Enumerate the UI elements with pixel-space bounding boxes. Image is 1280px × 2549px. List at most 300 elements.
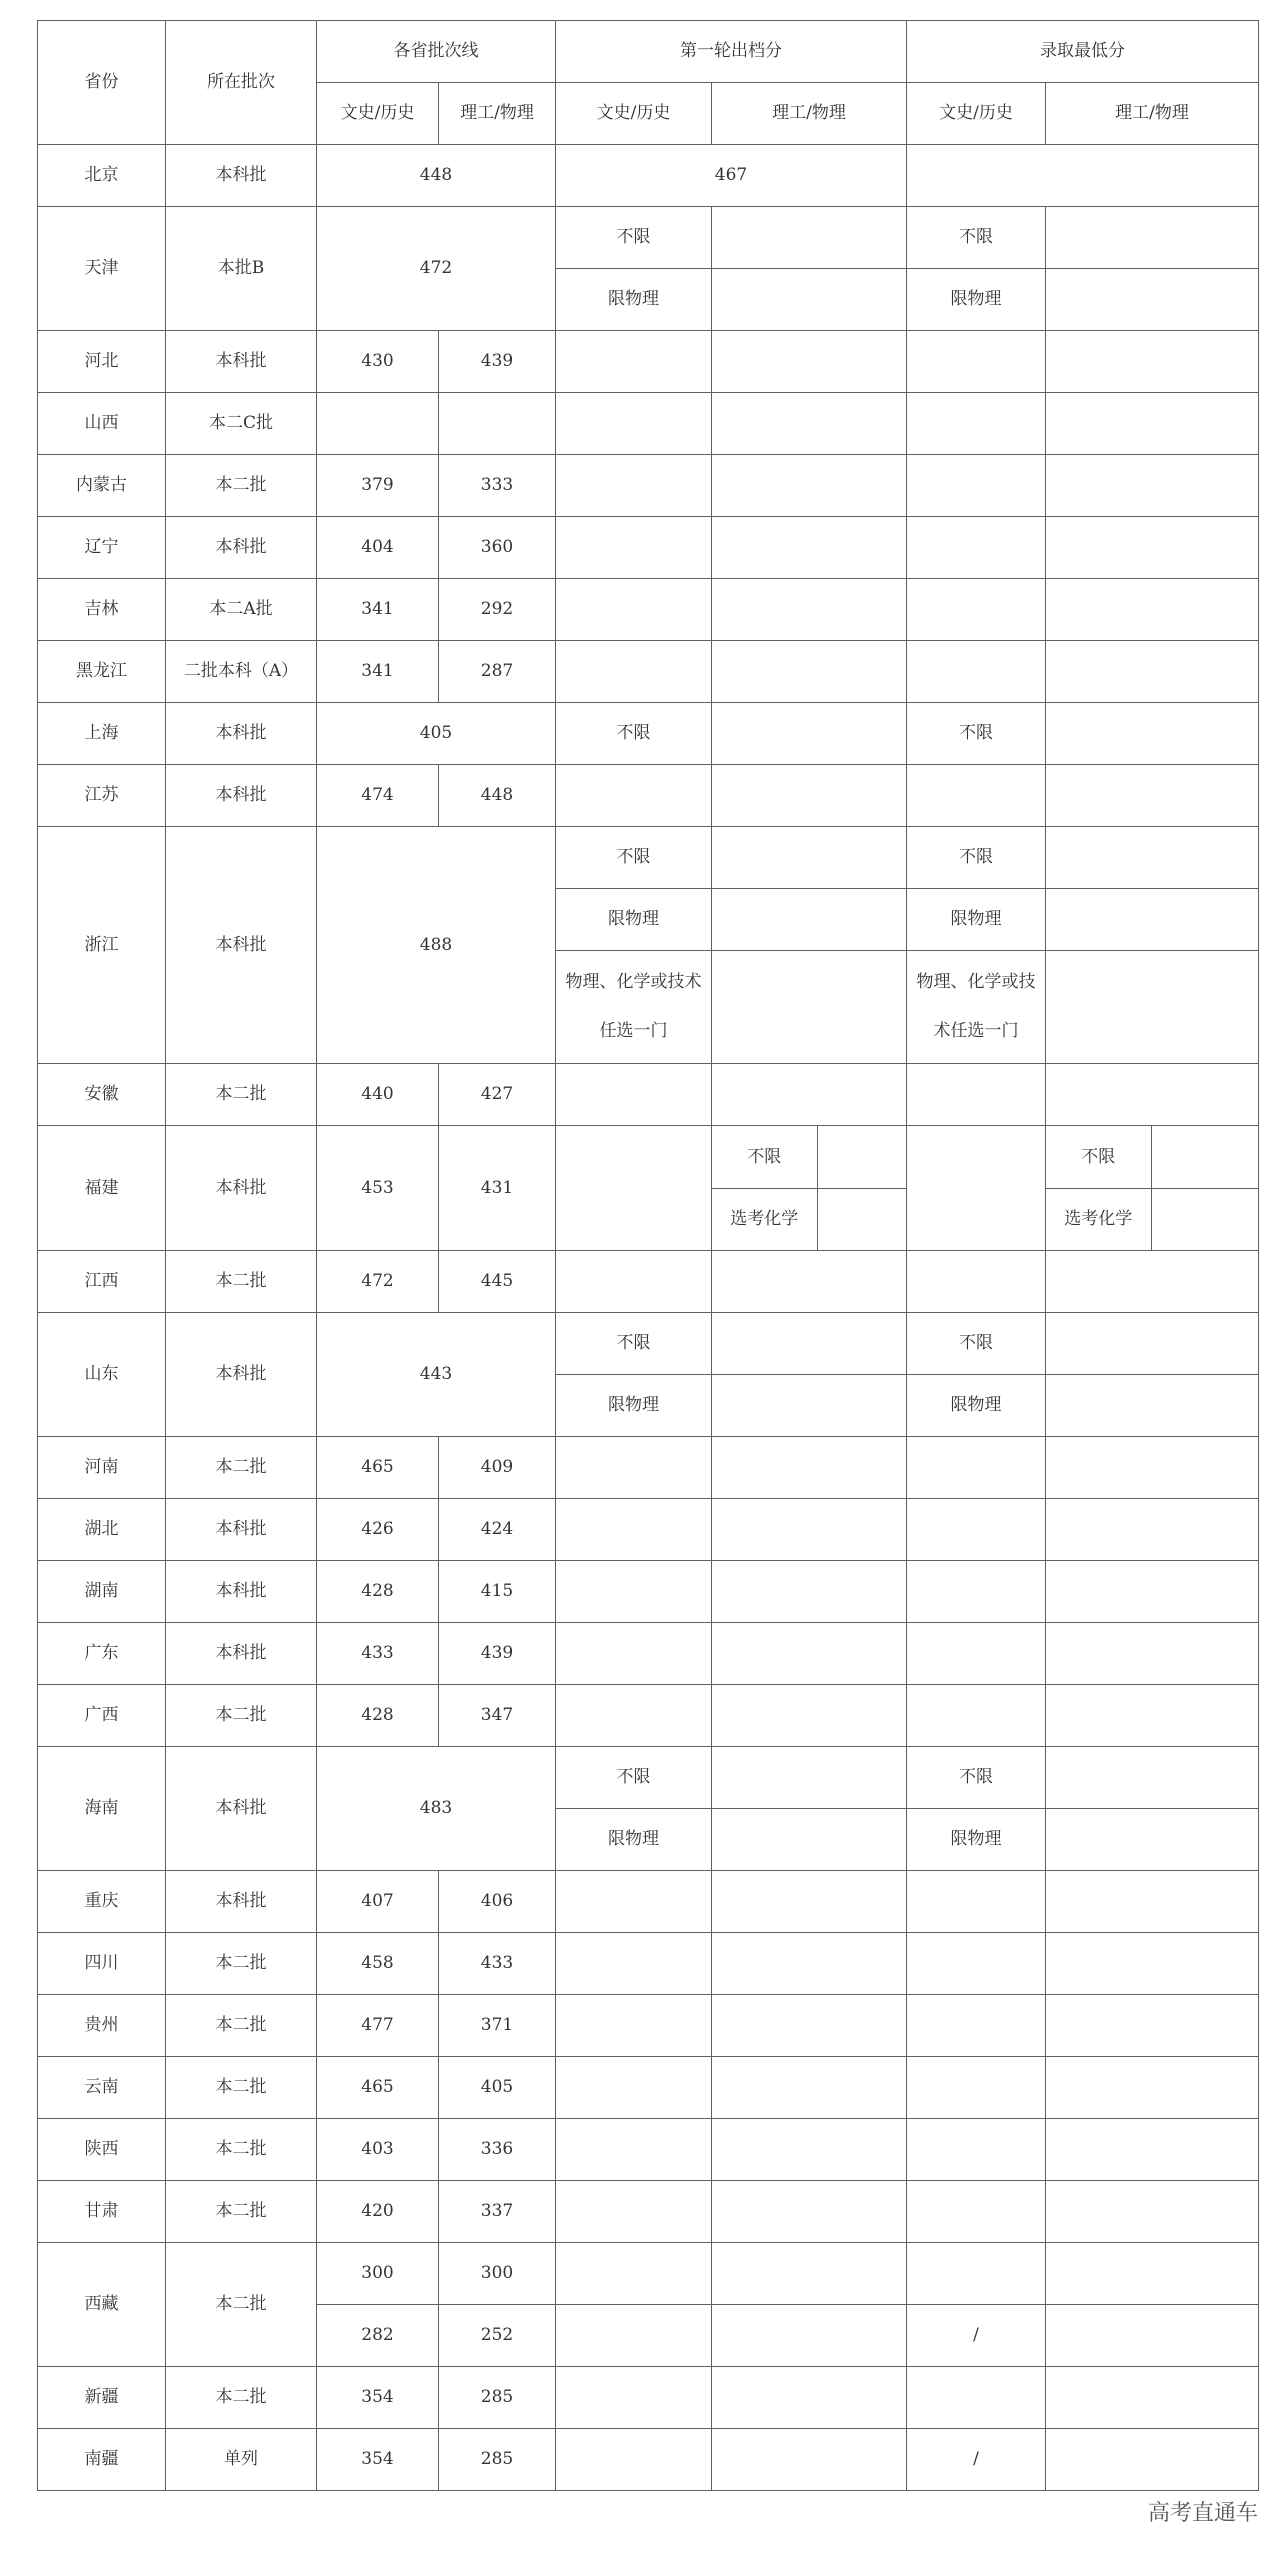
header-province: 省份 — [38, 21, 166, 145]
first-arts-cell — [556, 1685, 712, 1747]
batch-cell: 本二批 — [166, 1995, 317, 2057]
table-row — [38, 2057, 1259, 2119]
min-arts-cell: 不限 — [907, 1747, 1046, 1809]
table-row — [38, 331, 1259, 393]
province-cell: 西藏 — [38, 2243, 166, 2367]
min-science-cell — [1046, 1871, 1259, 1933]
min-arts-cell: 不限 — [907, 703, 1046, 765]
line-science-cell: 433 — [439, 1933, 556, 1995]
min-science-cell — [1046, 269, 1259, 331]
line-science-cell: 300 — [439, 2243, 556, 2305]
subject-subtable — [1046, 1126, 1258, 1250]
min-science-cell — [1046, 393, 1259, 455]
batch-cell: 本批B — [166, 207, 317, 331]
table-row — [38, 1995, 1259, 2057]
subheader-line-arts: 文史/历史 — [317, 83, 439, 145]
province-cell: 江西 — [38, 1251, 166, 1313]
min-science-cell — [1046, 2429, 1259, 2491]
batch-cell: 本二批 — [166, 1437, 317, 1499]
table-row — [38, 1747, 1259, 1809]
province-cell: 陕西 — [38, 2119, 166, 2181]
line-arts-cell: 403 — [317, 2119, 439, 2181]
table-row — [38, 1126, 1259, 1251]
batch-cell: 本二批 — [166, 1933, 317, 1995]
first-science-cell — [712, 1064, 907, 1126]
min-science-cell — [1046, 889, 1259, 951]
line-arts-cell: 354 — [317, 2429, 439, 2491]
batch-cell: 本科批 — [166, 1126, 317, 1251]
first-science-cell — [712, 2429, 907, 2491]
subject-cell: 选考化学 — [712, 1188, 817, 1250]
province-cell: 湖南 — [38, 1561, 166, 1623]
min-arts-cell — [907, 455, 1046, 517]
first-arts-cell — [556, 1499, 712, 1561]
first-arts-cell — [556, 2367, 712, 2429]
province-cell: 甘肃 — [38, 2181, 166, 2243]
line-arts-cell: 420 — [317, 2181, 439, 2243]
province-cell: 上海 — [38, 703, 166, 765]
line-science-cell: 427 — [439, 1064, 556, 1126]
batch-cell: 本二批 — [166, 1064, 317, 1126]
subject-note-line1: 物理、化学或技术 — [565, 972, 702, 992]
min-arts-cell — [907, 1623, 1046, 1685]
min-arts-cell — [907, 1251, 1046, 1313]
first-science-cell — [712, 641, 907, 703]
first-science-cell — [712, 2181, 907, 2243]
batch-cell: 本科批 — [166, 1871, 317, 1933]
first-science-cell — [712, 1685, 907, 1747]
province-cell: 湖北 — [38, 1499, 166, 1561]
first-arts-cell — [556, 579, 712, 641]
min-arts-cell: 限物理 — [907, 889, 1046, 951]
first-science-cell — [712, 1995, 907, 2057]
line-cell: 483 — [317, 1747, 556, 1871]
subject-note-line2: 术任选一门 — [933, 1021, 1019, 1041]
min-science-cell — [1046, 2119, 1259, 2181]
admission-score-table — [37, 20, 1259, 2491]
batch-cell: 本二C批 — [166, 393, 317, 455]
table-row — [38, 2243, 1259, 2305]
province-cell: 贵州 — [38, 1995, 166, 2057]
min-science-cell — [1046, 207, 1259, 269]
first-arts-cell — [556, 331, 712, 393]
table-row — [38, 1499, 1259, 1561]
min-arts-cell — [907, 1995, 1046, 2057]
first-arts-cell — [556, 1871, 712, 1933]
line-arts-cell — [317, 393, 439, 455]
min-science-cell — [1046, 455, 1259, 517]
province-cell: 安徽 — [38, 1064, 166, 1126]
batch-cell: 本科批 — [166, 1561, 317, 1623]
first-arts-cell — [556, 2181, 712, 2243]
province-cell: 四川 — [38, 1933, 166, 1995]
province-cell: 江苏 — [38, 765, 166, 827]
first-arts-cell: 限物理 — [556, 889, 712, 951]
first-science-cell — [712, 1561, 907, 1623]
min-arts-cell — [907, 1437, 1046, 1499]
line-arts-cell: 474 — [317, 765, 439, 827]
table-row — [38, 455, 1259, 517]
province-cell: 广东 — [38, 1623, 166, 1685]
min-arts-cell — [907, 765, 1046, 827]
min-science-cell — [1046, 827, 1259, 889]
min-arts-cell: 不限 — [907, 827, 1046, 889]
line-science-cell: 439 — [439, 331, 556, 393]
table-row — [38, 579, 1259, 641]
min-arts-cell — [907, 331, 1046, 393]
province-cell: 浙江 — [38, 827, 166, 1064]
watermark-text: 高考直通车 — [1147, 2501, 1258, 2526]
batch-cell: 本科批 — [166, 517, 317, 579]
min-arts-cell — [907, 951, 1046, 1064]
subject-cell: 选考化学 — [1046, 1188, 1151, 1250]
min-science-cell — [1046, 2305, 1259, 2367]
first-arts-cell: 限物理 — [556, 1375, 712, 1437]
min-science-cell — [1046, 1933, 1259, 1995]
min-science-cell — [1046, 1499, 1259, 1561]
subheader-first-arts: 文史/历史 — [556, 83, 712, 145]
min-science-cell — [1046, 579, 1259, 641]
line-arts-cell: 428 — [317, 1685, 439, 1747]
min-arts-cell — [907, 2119, 1046, 2181]
first-science-cell — [712, 765, 907, 827]
min-arts-cell — [907, 2057, 1046, 2119]
line-science-cell: 337 — [439, 2181, 556, 2243]
first-arts-cell: 不限 — [556, 1747, 712, 1809]
line-cell: 405 — [317, 703, 556, 765]
subject-subtable — [712, 1126, 906, 1250]
subheader-line-science: 理工/物理 — [439, 83, 556, 145]
min-arts-cell — [907, 1933, 1046, 1995]
header-batch: 所在批次 — [166, 21, 317, 145]
line-science-cell: 371 — [439, 1995, 556, 2057]
table-row — [38, 703, 1259, 765]
subheader-min-science: 理工/物理 — [1046, 83, 1259, 145]
province-cell: 北京 — [38, 145, 166, 207]
line-science-cell: 360 — [439, 517, 556, 579]
table-row — [38, 517, 1259, 579]
first-arts-cell: 不限 — [556, 1313, 712, 1375]
line-arts-cell: 430 — [317, 331, 439, 393]
table-row — [38, 1064, 1259, 1126]
batch-cell: 本二批 — [166, 2243, 317, 2367]
min-arts-cell — [907, 1499, 1046, 1561]
subject-cell: 不限 — [712, 1126, 817, 1188]
min-science-cell — [1046, 1809, 1259, 1871]
first-science-cell — [712, 331, 907, 393]
first-arts-cell — [556, 517, 712, 579]
line-science-cell — [439, 393, 556, 455]
min-science-cell — [1046, 1313, 1259, 1375]
first-science-cell — [712, 703, 907, 765]
line-arts-cell: 465 — [317, 1437, 439, 1499]
min-arts-cell: 不限 — [907, 1313, 1046, 1375]
first-science-cell — [712, 2305, 907, 2367]
first-science-cell — [712, 827, 907, 889]
min-arts-cell — [907, 2181, 1046, 2243]
min-arts-cell — [907, 1064, 1046, 1126]
province-cell: 河北 — [38, 331, 166, 393]
first-science-cell — [712, 889, 907, 951]
line-cell: 488 — [317, 827, 556, 1064]
first-science-cell — [712, 2367, 907, 2429]
line-arts-cell: 458 — [317, 1933, 439, 1995]
table-row — [38, 1933, 1259, 1995]
province-cell: 山东 — [38, 1313, 166, 1437]
subject-note-line1: 物理、化学或技 — [916, 972, 1036, 992]
batch-cell: 本科批 — [166, 1623, 317, 1685]
min-arts-cell: / — [907, 2429, 1046, 2491]
table-row — [38, 1685, 1259, 1747]
line-science-cell: 439 — [439, 1623, 556, 1685]
min-arts-cell — [907, 517, 1046, 579]
batch-cell: 本科批 — [166, 1499, 317, 1561]
first-arts-cell: 限物理 — [556, 1809, 712, 1871]
line-science-cell: 431 — [439, 1126, 556, 1251]
first-science-cell — [712, 2057, 907, 2119]
first-science-cell — [712, 1437, 907, 1499]
min-science-cell — [1046, 951, 1259, 1064]
first-arts-cell — [556, 1126, 712, 1251]
min-science-cell — [1046, 765, 1259, 827]
table-row — [38, 1561, 1259, 1623]
first-arts-cell — [556, 2119, 712, 2181]
batch-cell: 本科批 — [166, 331, 317, 393]
line-arts-cell: 465 — [317, 2057, 439, 2119]
line-science-cell: 333 — [439, 455, 556, 517]
line-cell: 472 — [317, 207, 556, 331]
line-arts-cell: 341 — [317, 579, 439, 641]
batch-cell: 本科批 — [166, 1747, 317, 1871]
first-arts-cell — [556, 2243, 712, 2305]
min-science-cell — [1046, 2367, 1259, 2429]
table-row — [38, 1871, 1259, 1933]
subject-note-line2: 任选一门 — [599, 1021, 668, 1041]
min-science-cell — [1046, 2057, 1259, 2119]
province-cell: 吉林 — [38, 579, 166, 641]
batch-cell: 本二批 — [166, 2181, 317, 2243]
first-arts-cell — [556, 1064, 712, 1126]
min-arts-cell — [907, 2243, 1046, 2305]
batch-cell: 本二批 — [166, 1251, 317, 1313]
first-arts-cell — [556, 393, 712, 455]
first-arts-cell — [556, 2305, 712, 2367]
batch-cell: 本二批 — [166, 2057, 317, 2119]
line-arts-cell: 341 — [317, 641, 439, 703]
subject-cell: 不限 — [1046, 1126, 1151, 1188]
line-arts-cell: 453 — [317, 1126, 439, 1251]
min-arts-cell — [907, 1685, 1046, 1747]
subject-score-cell — [1151, 1188, 1258, 1250]
subheader-min-arts: 文史/历史 — [907, 83, 1046, 145]
min-science-cell — [1046, 1747, 1259, 1809]
line-arts-cell: 282 — [317, 2305, 439, 2367]
first-science-cell — [712, 1871, 907, 1933]
line-science-cell: 287 — [439, 641, 556, 703]
batch-cell: 本二A批 — [166, 579, 317, 641]
line-science-cell: 448 — [439, 765, 556, 827]
line-science-cell: 409 — [439, 1437, 556, 1499]
line-science-cell: 252 — [439, 2305, 556, 2367]
line-arts-cell: 440 — [317, 1064, 439, 1126]
first-arts-cell — [556, 1437, 712, 1499]
first-round-cell: 467 — [556, 145, 907, 207]
min-score-cell — [907, 145, 1259, 207]
line-science-cell: 336 — [439, 2119, 556, 2181]
table-row — [38, 2429, 1259, 2491]
first-arts-cell — [556, 1995, 712, 2057]
first-arts-cell — [556, 455, 712, 517]
first-science-cell — [712, 1126, 907, 1251]
batch-cell: 本二批 — [166, 455, 317, 517]
first-science-cell — [712, 951, 907, 1064]
min-science-cell — [1046, 1623, 1259, 1685]
batch-cell: 本科批 — [166, 145, 317, 207]
first-arts-cell — [556, 1561, 712, 1623]
min-arts-cell: / — [907, 2305, 1046, 2367]
table-row — [38, 207, 1259, 269]
min-science-cell — [1046, 2243, 1259, 2305]
first-arts-cell — [556, 1251, 712, 1313]
first-arts-cell — [556, 641, 712, 703]
first-science-cell — [712, 1809, 907, 1871]
province-cell: 河南 — [38, 1437, 166, 1499]
batch-cell: 本二批 — [166, 1685, 317, 1747]
batch-cell: 本二批 — [166, 2367, 317, 2429]
min-arts-cell — [907, 2367, 1046, 2429]
min-science-cell — [1046, 1126, 1259, 1251]
province-cell: 广西 — [38, 1685, 166, 1747]
min-arts-cell — [907, 641, 1046, 703]
table-row — [38, 145, 1259, 207]
first-science-cell — [712, 1499, 907, 1561]
table-row — [38, 1313, 1259, 1375]
line-science-cell: 285 — [439, 2429, 556, 2491]
province-cell: 山西 — [38, 393, 166, 455]
table-row — [38, 1251, 1259, 1313]
header-provincial-line: 各省批次线 — [317, 21, 556, 83]
min-science-cell — [1046, 1251, 1259, 1313]
min-science-cell — [1046, 1561, 1259, 1623]
table-row — [38, 2181, 1259, 2243]
min-arts-cell — [907, 1126, 1046, 1251]
table-row — [38, 1437, 1259, 1499]
subject-score-cell — [1151, 1126, 1258, 1188]
first-science-cell — [712, 393, 907, 455]
line-arts-cell: 300 — [317, 2243, 439, 2305]
line-arts-cell: 354 — [317, 2367, 439, 2429]
first-arts-cell — [556, 1933, 712, 1995]
min-arts-cell: 限物理 — [907, 269, 1046, 331]
province-cell: 内蒙古 — [38, 455, 166, 517]
min-arts-cell — [907, 393, 1046, 455]
line-cell: 443 — [317, 1313, 556, 1437]
line-science-cell: 292 — [439, 579, 556, 641]
min-arts-cell: 限物理 — [907, 1375, 1046, 1437]
min-arts-cell — [907, 1871, 1046, 1933]
header-first-round: 第一轮出档分 — [556, 21, 907, 83]
table-row — [38, 765, 1259, 827]
province-cell: 南疆 — [38, 2429, 166, 2491]
min-science-cell — [1046, 1375, 1259, 1437]
table-row — [38, 827, 1259, 889]
first-arts-cell: 不限 — [556, 207, 712, 269]
min-science-cell — [1046, 1437, 1259, 1499]
min-science-cell — [1046, 2181, 1259, 2243]
first-science-cell — [712, 1313, 907, 1375]
min-science-cell — [1046, 703, 1259, 765]
line-arts-cell: 433 — [317, 1623, 439, 1685]
line-arts-cell: 379 — [317, 455, 439, 517]
subject-score-cell — [817, 1126, 906, 1188]
batch-cell: 本科批 — [166, 1313, 317, 1437]
province-cell: 辽宁 — [38, 517, 166, 579]
province-cell: 海南 — [38, 1747, 166, 1871]
line-arts-cell: 426 — [317, 1499, 439, 1561]
line-arts-cell: 407 — [317, 1871, 439, 1933]
line-cell: 448 — [317, 145, 556, 207]
line-science-cell: 347 — [439, 1685, 556, 1747]
min-science-cell — [1046, 641, 1259, 703]
province-cell: 福建 — [38, 1126, 166, 1251]
province-cell: 黑龙江 — [38, 641, 166, 703]
province-cell: 云南 — [38, 2057, 166, 2119]
province-cell: 重庆 — [38, 1871, 166, 1933]
header-min-score: 录取最低分 — [907, 21, 1259, 83]
first-science-cell — [712, 1251, 907, 1313]
line-arts-cell: 477 — [317, 1995, 439, 2057]
table-row — [38, 641, 1259, 703]
first-arts-cell — [556, 765, 712, 827]
line-arts-cell: 404 — [317, 517, 439, 579]
min-science-cell — [1046, 1685, 1259, 1747]
min-science-cell — [1046, 331, 1259, 393]
province-cell: 天津 — [38, 207, 166, 331]
subject-score-cell — [817, 1188, 906, 1250]
batch-cell: 本科批 — [166, 765, 317, 827]
first-science-cell — [712, 1747, 907, 1809]
line-science-cell: 445 — [439, 1251, 556, 1313]
first-science-cell — [712, 2243, 907, 2305]
table-row — [38, 1623, 1259, 1685]
batch-cell: 二批本科（A） — [166, 641, 317, 703]
batch-cell: 本科批 — [166, 703, 317, 765]
min-arts-cell: 限物理 — [907, 1809, 1046, 1871]
first-science-cell — [712, 1623, 907, 1685]
first-arts-cell: 不限 — [556, 703, 712, 765]
first-science-cell — [712, 455, 907, 517]
min-science-cell — [1046, 517, 1259, 579]
line-arts-cell: 472 — [317, 1251, 439, 1313]
first-arts-cell: 限物理 — [556, 269, 712, 331]
line-science-cell: 415 — [439, 1561, 556, 1623]
first-science-cell — [712, 269, 907, 331]
table-row — [38, 2367, 1259, 2429]
min-science-cell — [1046, 1995, 1259, 2057]
first-science-cell — [712, 1375, 907, 1437]
first-science-cell — [712, 2119, 907, 2181]
line-arts-cell: 428 — [317, 1561, 439, 1623]
first-science-cell — [712, 579, 907, 641]
first-arts-cell: 不限 — [556, 827, 712, 889]
min-science-cell — [1046, 1064, 1259, 1126]
line-science-cell: 285 — [439, 2367, 556, 2429]
first-science-cell — [712, 1933, 907, 1995]
min-arts-cell — [907, 1561, 1046, 1623]
first-science-cell — [712, 207, 907, 269]
first-arts-cell — [556, 951, 712, 1064]
table-row — [38, 393, 1259, 455]
